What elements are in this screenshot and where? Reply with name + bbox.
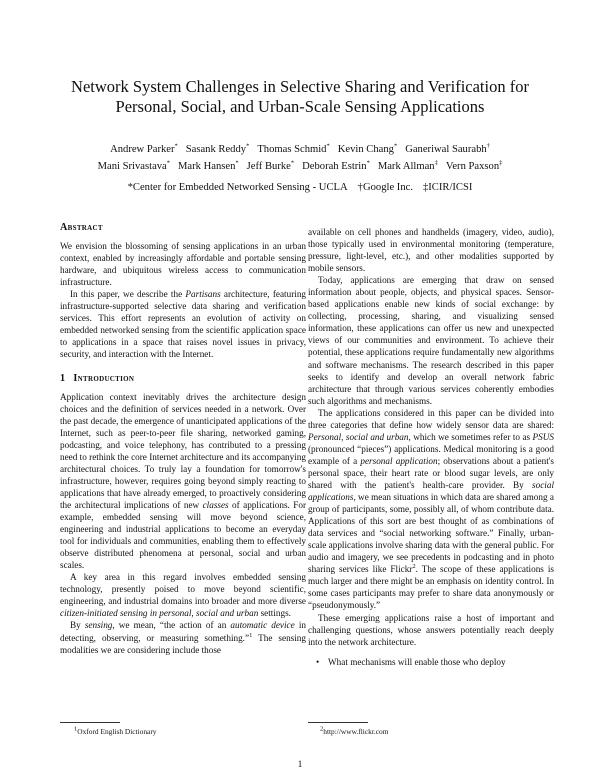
intro-paragraph-3: By sensing, we mean, “the action of an automatic device in detecting, observing, or measuring something.”$^1$ The sensing modalities we are considering include those: [60, 620, 306, 655]
author-name: Kevin Chang: [337, 144, 394, 155]
bullet-item: • What mechanisms will enable those who deploy: [308, 656, 554, 668]
paper-title: Network System Challenges in Selective Sharing and Verification for Personal, Social, and Urban-Scale Sensing Applications: [71, 77, 529, 116]
right-paragraph-0: available on cell phones and handhelds (imagery, video, audio), those typically used in environmental monitoring (temperature, pressure, light-level, etc.), and other modalities supported by mobile sensors.: [308, 227, 554, 274]
footnote-left: $^1$Oxford English Dictionary: [74, 725, 157, 736]
author-affiliation-mark: *: [290, 159, 295, 167]
author-name: Andrew Parker: [110, 144, 175, 155]
affiliation-item: †Google Inc.: [357, 182, 413, 193]
abstract-paragraph-2: In this paper, we describe the Partisans architecture, featuring infrastructure-supported selective data sharing and verification services. This effort represents an evolution of activity on embedded networked sensing from the scientific application space to applications in a space that raises novel issues in privacy, security, and interaction with the Internet.: [60, 289, 307, 360]
author-affiliation-mark: ‡: [499, 159, 503, 167]
footnote-right: $^2$http://www.flickr.com: [320, 725, 389, 736]
affiliation-item: ‡ICIR/ICSI: [422, 182, 473, 193]
author-name: Ganeriwal Saurabh: [405, 144, 487, 155]
affiliation-item: *Center for Embedded Networked Sensing - UCLA: [127, 182, 348, 193]
author-name: Sasank Reddy: [185, 144, 247, 155]
author-affiliation-mark: *: [166, 159, 171, 167]
author-affiliation-mark: ‡: [434, 159, 438, 167]
right-column: [308, 226, 554, 668]
affiliations: [50, 182, 550, 193]
author-affiliation-mark: †: [486, 142, 490, 150]
author-list: [50, 141, 550, 175]
author-name: Mani Srivastava: [97, 161, 167, 172]
abstract-heading: Abstract: [60, 222, 103, 233]
author-name: Mark Hansen: [178, 161, 236, 172]
author-name: Thomas Schmid: [257, 144, 327, 155]
author-affiliation-mark: *: [393, 142, 398, 150]
right-paragraph-2: The applications considered in this paper can be divided into three categories that define how widely sensor data are shared: Personal, social and urban, which we sometimes refer to as PSUS (pronounced “pieces”) applications. Medical monitoring is a good example of a personal application; observations about a patient's personal space, their heart rate or blood sugar levels, are only shared with the patient's health-care provider. By social applications, we mean situations in which data are shared among a group of participants, some, possibly all, of whom contribute data. Applications of this sort are best thought of as combinations of data services and “social networking software.” Finally, urban-scale applications involve sharing data with the general public. For audio and imagery, we see precedents in podcasting and in photo sharing services like Flickr$^2$. The scope of these applications is much larger and there might be an emphasis on identity control. In some cases participants may prefer to share data anonymously or “pseudonymously.”: [308, 407, 554, 611]
author-affiliation-mark: *: [235, 159, 239, 167]
author-affiliation-mark: *: [246, 142, 250, 150]
abstract-paragraph-1: We envision the blossoming of sensing applications in an urban context, enabled by increasingly affordable and portable sensing hardware, and ubiquitous wireless access to communication infrastructure.: [60, 241, 306, 288]
author-name: Deborah Estrin: [302, 161, 367, 172]
author-affiliation-mark: *: [366, 159, 370, 167]
author-name: Mark Allman: [377, 161, 435, 172]
intro-paragraph-2: A key area in this regard involves embedded sensing technology, presently poised to move beyond scientific, engineering, and industrial domains into broader and more diverse citizen-initiated sensing in personal, social and urban settings.: [60, 572, 306, 619]
left-column: [60, 222, 306, 656]
footnote-rule-right: [308, 722, 368, 723]
right-paragraph-3: These emerging applications raise a host of important and challenging questions, whose answers potentially reach deeply into the network architecture.: [308, 612, 554, 647]
author-affiliation-mark: *: [174, 142, 178, 150]
author-name: Jeff Burke: [246, 161, 291, 172]
intro-paragraph-1: Application context inevitably drives the architecture design choices and the definition of services needed in a network. Over the past decade, the emergence of unanticipated applications of the Internet, such as peer-to-peer file sharing, networked gaming, podcasting, and voice telephony, has contributed to a pressing need to rethink the core Internet architecture and its accompanying architectural choices. To truly lay a foundation for tomorrow's infrastructure, however, requires going beyond simply reacting to applications that have already emerged, to proactively considering the architectural implications of new classes of applications. For example, embedded sensing will move beyond science, engineering and industrial applications to become an everyday tool for individuals and communities, enabling them to effectively observe distributed phenomena at personal, social and urban scales.: [60, 391, 307, 571]
right-paragraph-1: Today, applications are emerging that draw on sensed information about people, objects, and physical spaces. Sensor-based applications enable new kinds of social exchange: by collecting, processing, sharing, and visualizing sensed information, these applications can offer us new and unexpected views of our communities and environment. To achieve their potential, these applications require fundamentally new algorithms and software mechanisms. The research described in this paper seeks to identify and develop an overall network fabric architecture that through various services coherently embodies such algorithms and mechanisms.: [308, 275, 554, 406]
page-number: 1: [297, 760, 303, 770]
author-name: Vern Paxson: [445, 161, 500, 172]
footnote-rule-left: [60, 722, 120, 723]
author-affiliation-mark: *: [326, 142, 330, 150]
introduction-heading: 1 Introduction: [60, 372, 135, 384]
